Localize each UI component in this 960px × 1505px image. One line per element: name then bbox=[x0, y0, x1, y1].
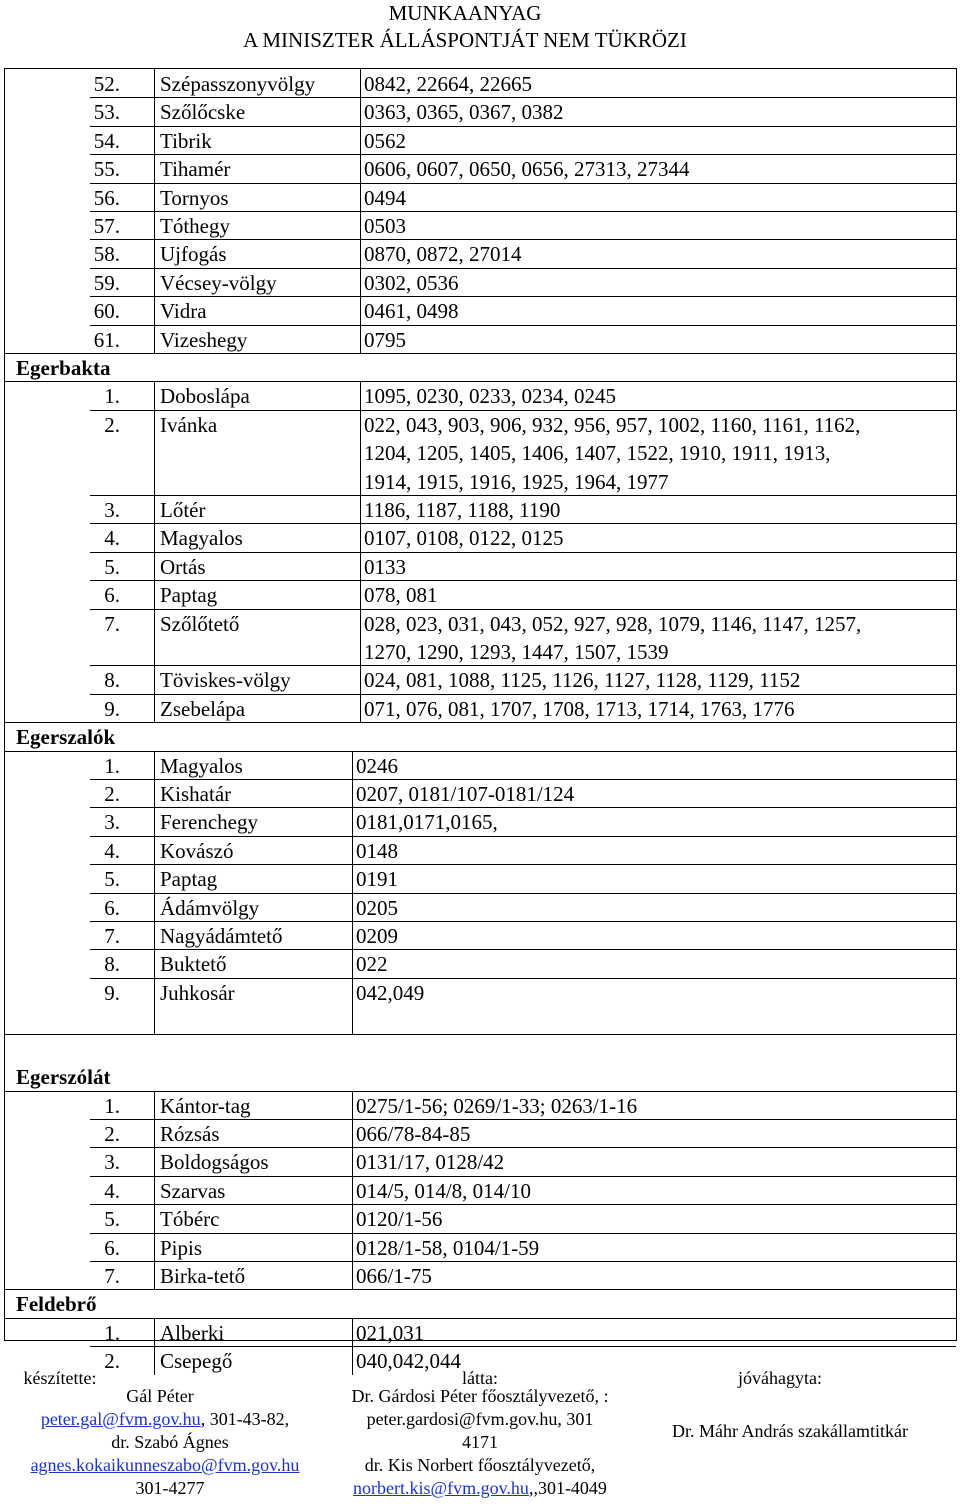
disclaimer-label: A MINISZTER ÁLLÁSPONTJÁT NEM TÜKRÖZI bbox=[243, 28, 687, 52]
settlement-title: Egerbakta bbox=[16, 356, 111, 380]
parcel-numbers: 0503 bbox=[364, 214, 406, 238]
place-name: Ujfogás bbox=[160, 242, 227, 267]
parcel-numbers: 014/5, 014/8, 014/10 bbox=[356, 1178, 532, 1203]
row-number: 4. bbox=[104, 1178, 120, 1203]
parcel-numbers: 0207, 0181/107-0181/124 bbox=[356, 782, 575, 806]
settlement-title: Egerszalók bbox=[16, 725, 116, 750]
settlement-title: Egerszólát bbox=[16, 1065, 111, 1090]
seen-line-1: Dr. Gárdosi Péter főosztályvezető, : bbox=[351, 1386, 609, 1406]
row-number: 61. bbox=[93, 327, 120, 352]
row-number: 7. bbox=[104, 924, 120, 948]
row-divider bbox=[5, 353, 956, 354]
seen-by-label: látta: bbox=[462, 1368, 498, 1388]
place-name: Vizeshegy bbox=[160, 327, 248, 352]
column-divider bbox=[352, 1091, 353, 1289]
column-divider bbox=[154, 381, 155, 722]
document-header bbox=[0, 0, 960, 58]
parcel-numbers: 024, 081, 1088, 1125, 1126, 1127, 1128, 1129, 1152 bbox=[364, 668, 801, 693]
place-name: Paptag bbox=[160, 583, 218, 608]
row-divider bbox=[90, 1204, 956, 1205]
row-number: 56. bbox=[93, 185, 120, 210]
parcel-numbers: 0562 bbox=[364, 128, 406, 153]
place-name: Birka-tető bbox=[160, 1264, 246, 1288]
row-number: 6. bbox=[104, 1235, 120, 1260]
row-number: 9. bbox=[104, 696, 120, 721]
row-number: 1. bbox=[104, 1093, 120, 1118]
prepared-contact-2 bbox=[10, 1454, 320, 1477]
parcel-numbers: 0120/1-56 bbox=[356, 1207, 443, 1232]
row-number: 57. bbox=[93, 214, 120, 238]
email-link-gal[interactable]: peter.gal@fvm.gov.hu bbox=[40, 1409, 201, 1429]
row-number: 3. bbox=[104, 498, 120, 522]
row-number: 59. bbox=[93, 270, 120, 295]
place-name: Pipis bbox=[160, 1235, 203, 1260]
row-number: 60. bbox=[93, 299, 120, 324]
row-divider bbox=[90, 864, 956, 865]
row-number: 1. bbox=[104, 384, 120, 409]
row-number: 52. bbox=[93, 72, 120, 96]
parcel-numbers: 0246 bbox=[356, 753, 398, 778]
row-number: 8. bbox=[104, 952, 120, 977]
parcel-numbers: 078, 081 bbox=[364, 583, 438, 608]
row-divider bbox=[5, 722, 956, 723]
parcel-numbers: 022, 043, 903, 906, 932, 956, 957, 1002, 1160, 1161, 1162, bbox=[364, 412, 861, 437]
row-number: 4. bbox=[104, 526, 120, 551]
place-name: Tihamér bbox=[160, 157, 231, 182]
place-name: Szőlőcske bbox=[160, 100, 246, 125]
parcel-numbers: 0275/1-56; 0269/1-33; 0263/1-16 bbox=[356, 1093, 638, 1118]
row-number: 2. bbox=[104, 1349, 120, 1374]
parcel-numbers: 071, 076, 081, 1707, 1708, 1713, 1714, 1763, 1776 bbox=[364, 696, 795, 721]
prepared-phone-2: 301-4277 bbox=[135, 1478, 205, 1498]
place-name: Szőlőtető bbox=[160, 611, 240, 636]
place-name: Tóbérc bbox=[160, 1207, 220, 1232]
parcel-numbers: 0191 bbox=[356, 867, 398, 892]
row-number: 7. bbox=[104, 611, 120, 636]
row-number: 9. bbox=[104, 980, 120, 1005]
column-divider bbox=[154, 69, 155, 353]
place-name: Ortás bbox=[160, 554, 206, 579]
row-divider bbox=[90, 1119, 956, 1120]
row-number: 4. bbox=[104, 838, 120, 863]
email-link-szabo[interactable]: agnes.kokaikunneszabo@fvm.gov.hu bbox=[30, 1455, 300, 1475]
row-divider bbox=[90, 580, 956, 581]
column-divider bbox=[154, 1091, 155, 1289]
row-divider bbox=[5, 1034, 956, 1035]
row-divider bbox=[90, 126, 956, 127]
parcel-numbers: 1270, 1290, 1293, 1447, 1507, 1539 bbox=[364, 640, 669, 664]
row-number: 1. bbox=[104, 753, 120, 778]
seen-contact: norbert.kis@fvm.gov.hu,,301-4049 bbox=[353, 1478, 607, 1498]
approved-name: Dr. Máhr András szakállamtitkár bbox=[672, 1421, 908, 1441]
row-divider bbox=[5, 1318, 956, 1319]
parcel-numbers: 0461, 0498 bbox=[364, 299, 459, 324]
parcel-numbers: 022 bbox=[356, 952, 388, 977]
parcel-numbers: 0205 bbox=[356, 895, 398, 920]
column-divider bbox=[360, 381, 361, 722]
prepared-name-2: dr. Szabó Ágnes bbox=[111, 1432, 229, 1452]
place-name: Vécsey-völgy bbox=[160, 270, 277, 295]
row-number: 54. bbox=[93, 128, 120, 153]
place-name: Kántor-tag bbox=[160, 1093, 251, 1118]
row-number: 55. bbox=[93, 157, 120, 182]
row-divider bbox=[90, 296, 956, 297]
parcel-numbers: 1914, 1915, 1916, 1925, 1964, 1977 bbox=[364, 469, 669, 494]
parcel-numbers: 0131/17, 0128/42 bbox=[356, 1150, 505, 1175]
parcel-numbers: 040,042,044 bbox=[356, 1349, 461, 1374]
place-name: Csepegő bbox=[160, 1349, 233, 1374]
seen-line-2: peter.gardosi@fvm.gov.hu, 301 bbox=[366, 1409, 594, 1429]
row-number: 6. bbox=[104, 895, 120, 920]
place-name: Ádámvölgy bbox=[160, 895, 260, 920]
row-divider bbox=[5, 751, 956, 752]
row-number: 8. bbox=[104, 668, 120, 693]
place-name: Lőtér bbox=[160, 498, 206, 522]
parcel-numbers: 1095, 0230, 0233, 0234, 0245 bbox=[364, 384, 616, 409]
place-name: Szépasszonyvölgy bbox=[160, 72, 316, 96]
parcel-numbers: 0209 bbox=[356, 924, 398, 948]
place-name: Boldogságos bbox=[160, 1150, 269, 1175]
row-number: 5. bbox=[104, 554, 120, 579]
place-name: Ferenchegy bbox=[160, 810, 258, 835]
prepared-contact-1: peter.gal@fvm.gov.hu, 301-43-82, bbox=[40, 1409, 290, 1429]
place-name: Alberki bbox=[160, 1320, 225, 1345]
place-name: Magyalos bbox=[160, 753, 243, 778]
column-divider bbox=[352, 751, 353, 1034]
approved-by-label: jóváhagyta: bbox=[738, 1368, 822, 1388]
parcel-numbers: 0107, 0108, 0122, 0125 bbox=[364, 526, 564, 551]
row-number: 3. bbox=[104, 810, 120, 835]
row-divider bbox=[5, 1289, 956, 1290]
parcel-numbers: 042,049 bbox=[356, 980, 425, 1005]
parcel-numbers: 0494 bbox=[364, 185, 406, 210]
row-divider bbox=[90, 552, 956, 553]
parcel-numbers: 0128/1-58, 0104/1-59 bbox=[356, 1235, 540, 1260]
place-name: Tóthegy bbox=[160, 214, 230, 238]
place-name: Vidra bbox=[160, 299, 207, 324]
parcel-numbers: 1204, 1205, 1405, 1406, 1407, 1522, 1910, 1911, 1913, bbox=[364, 441, 831, 466]
place-name: Zsebelápa bbox=[160, 696, 246, 721]
parcel-numbers: 0842, 22664, 22665 bbox=[364, 72, 532, 96]
seen-line-4: dr. Kis Norbert főosztályvezető, bbox=[364, 1455, 596, 1475]
place-name: Nagyádámtető bbox=[160, 924, 283, 948]
parcel-numbers: 0181,0171,0165, bbox=[356, 810, 498, 835]
place-name: Tornyos bbox=[160, 185, 229, 210]
place-name: Töviskes-völgy bbox=[160, 668, 291, 693]
parcel-numbers: 0606, 0607, 0650, 0656, 27313, 27344 bbox=[364, 157, 690, 182]
parcel-numbers: 0870, 0872, 27014 bbox=[364, 242, 522, 267]
settlement-title: Feldebrő bbox=[16, 1292, 97, 1317]
parcel-numbers: 0363, 0365, 0367, 0382 bbox=[364, 100, 564, 125]
place-name: Rózsás bbox=[160, 1122, 220, 1146]
parcel-numbers: 066/1-75 bbox=[356, 1264, 432, 1288]
parcel-numbers: 0795 bbox=[364, 327, 406, 352]
prepared-by-label: készítette: bbox=[23, 1368, 97, 1388]
row-number: 1. bbox=[104, 1320, 120, 1345]
row-number: 3. bbox=[104, 1150, 120, 1175]
email-link-kis[interactable]: norbert.kis@fvm.gov.hu bbox=[353, 1478, 529, 1498]
seen-line-3: 4171 bbox=[462, 1432, 498, 1452]
row-number: 58. bbox=[93, 242, 120, 267]
parcel-numbers: 0148 bbox=[356, 838, 398, 863]
place-name: Kishatár bbox=[160, 782, 232, 806]
row-number: 2. bbox=[104, 412, 120, 437]
parcel-table bbox=[4, 68, 957, 1374]
column-divider bbox=[360, 69, 361, 353]
row-number: 2. bbox=[104, 782, 120, 806]
parcel-numbers: 028, 023, 031, 043, 052, 927, 928, 1079, 1146, 1147, 1257, bbox=[364, 611, 862, 636]
place-name: Ivánka bbox=[160, 412, 218, 437]
place-name: Kovászó bbox=[160, 838, 234, 863]
row-number: 7. bbox=[104, 1264, 120, 1288]
row-number: 53. bbox=[93, 100, 120, 125]
parcel-numbers: 0302, 0536 bbox=[364, 270, 459, 295]
row-number: 6. bbox=[104, 583, 120, 608]
place-name: Szarvas bbox=[160, 1178, 226, 1203]
row-number: 2. bbox=[104, 1122, 120, 1146]
row-number: 5. bbox=[104, 1207, 120, 1232]
prepared-name-1: Gál Péter bbox=[126, 1386, 194, 1406]
place-name: Buktető bbox=[160, 952, 227, 977]
place-name: Juhkosár bbox=[160, 980, 235, 1005]
parcel-numbers: 0133 bbox=[364, 554, 406, 579]
parcel-numbers: 066/78-84-85 bbox=[356, 1122, 471, 1146]
draft-label: MUNKAANYAG bbox=[388, 1, 542, 25]
signature-block bbox=[0, 1355, 960, 1505]
row-number: 5. bbox=[104, 867, 120, 892]
parcel-numbers: 1186, 1187, 1188, 1190 bbox=[364, 498, 561, 522]
column-divider bbox=[154, 751, 155, 1034]
place-name: Paptag bbox=[160, 867, 218, 892]
place-name: Doboslápa bbox=[160, 384, 250, 409]
parcel-numbers: 021,031 bbox=[356, 1320, 425, 1345]
place-name: Tibrik bbox=[160, 128, 212, 153]
place-name: Magyalos bbox=[160, 526, 243, 551]
